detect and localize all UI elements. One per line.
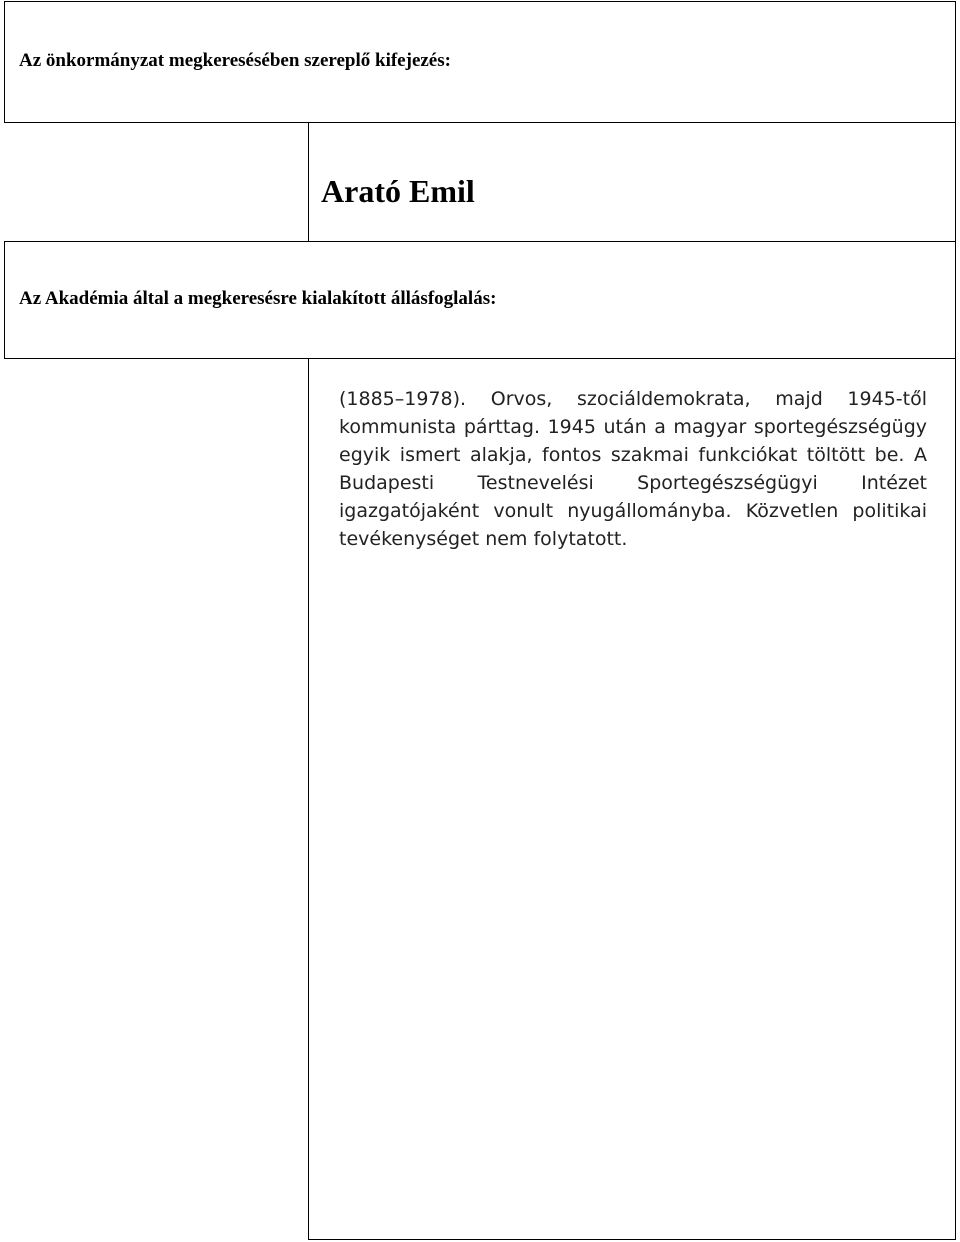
stance-label: Az Akadémia által a megkeresésre kialakított állásfoglalás: — [19, 288, 497, 309]
request-header-box — [4, 1, 956, 123]
request-label: Az önkormányzat megkeresésében szereplő kifejezés: — [19, 50, 451, 71]
term-box — [308, 122, 956, 242]
stance-body-box — [308, 358, 956, 1240]
person-name: Arató Emil — [321, 173, 475, 209]
stance-statement: (1885–1978). Orvos, szociáldemokrata, majd 1945-től kommunista párttag. 1945 után a magyar sportegészségügy egyik ismert alakja, fontos szakmai funkciókat töltött be. A Budapesti Testnevelési Sportegészségügyi Intézet igazgatójaként vonult nyugállományba. Közvetlen politikai tevékenységet nem folytatott. — [339, 388, 927, 550]
stance-header-box — [4, 241, 956, 359]
